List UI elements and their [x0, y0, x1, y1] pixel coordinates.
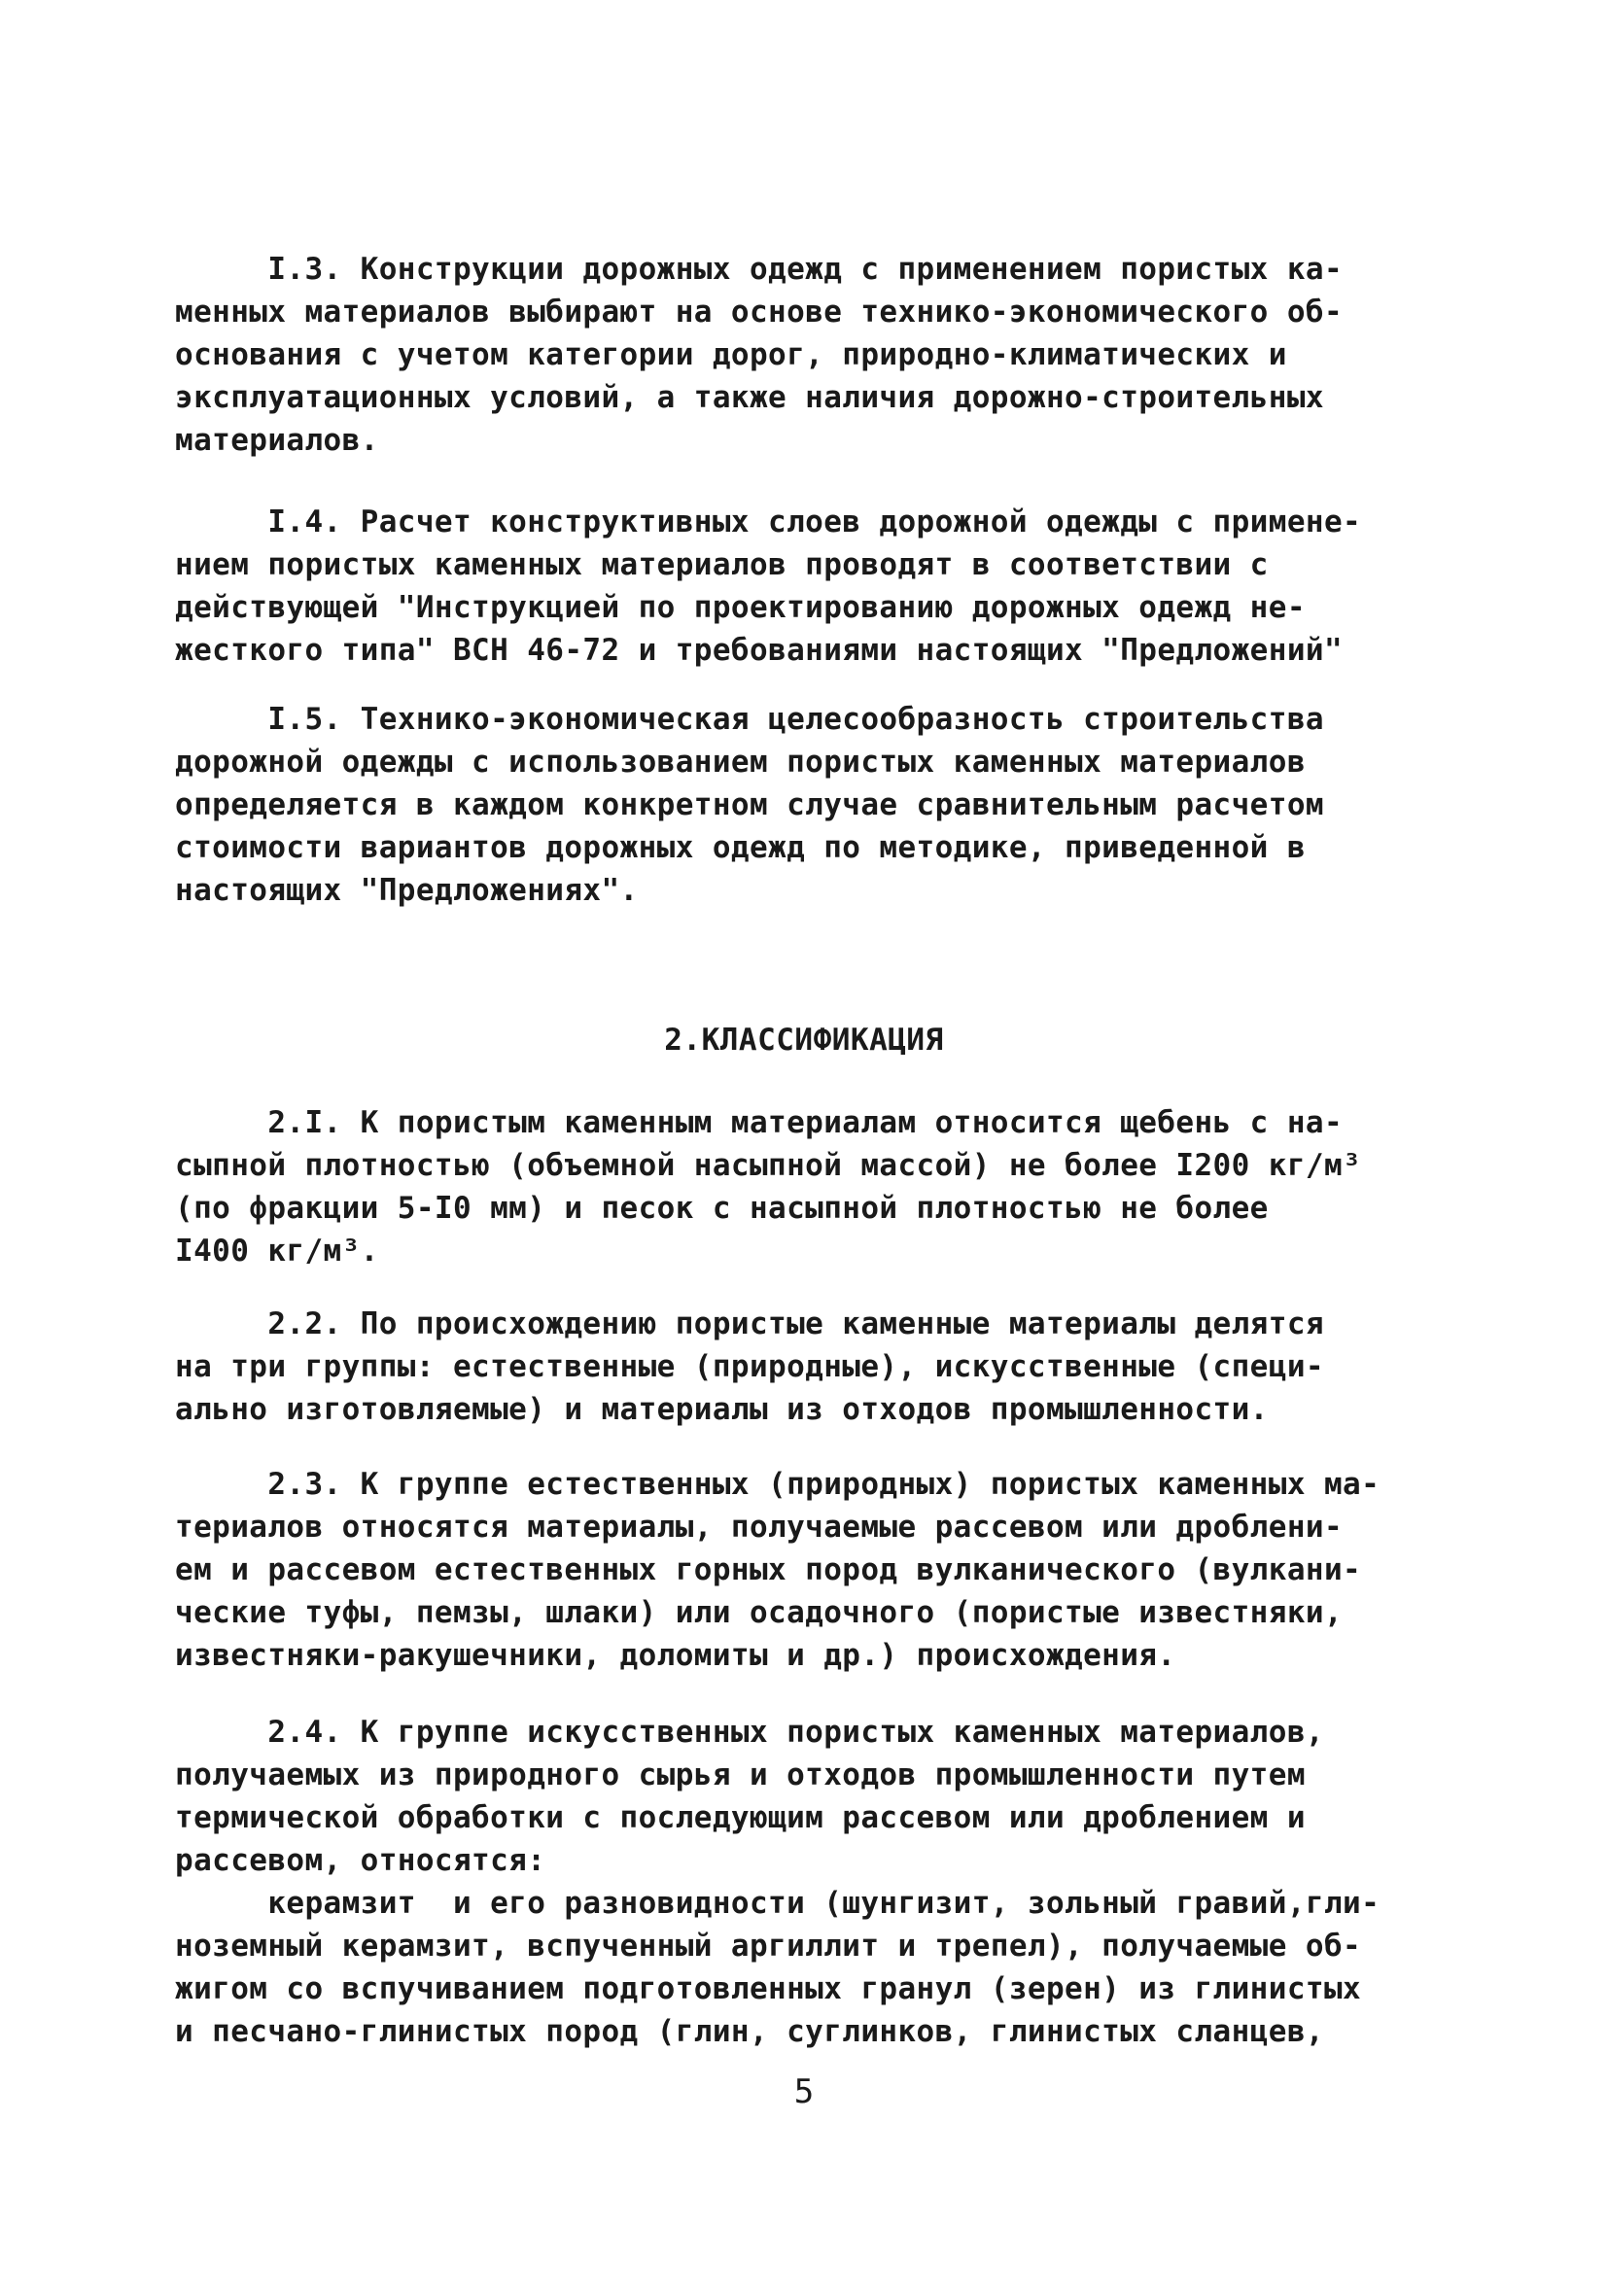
paragraph-2-3: 2.3. К группе естественных (природных) пористых каменных ма- териалов относятся материалы, получаемые рассевом или дроблени- ем и рассевом естественных горных пород вулканического (вулкани- ческие туфы, пемзы, шлаки) или осадочного (пористые известняки, известняки-ракушечники, доломиты и др.) происхождения.: [175, 1467, 1381, 1673]
paragraph-1-4: I.4. Расчет конструктивных слоев дорожной одежды с примене- нием пористых каменных материалов проводят в соответствии с действующей "Инструкцией по проектированию дорожных одежд не- жесткого типа" ВСН 46-72 и требованиями настоящих "Предложений": [175, 504, 1362, 668]
paragraph-2-4: 2.4. К группе искусственных пористых каменных материалов, получаемых из природного сырья и отходов промышленности путем термической обработки с последующим рассевом или дроблением и рассевом, относятся: керамзит и его разновидности (шунгизит, зольный гравий,гли- ноземный керамзит, вспученный аргиллит и трепел), получаемые об- жигом со вспучиванием подготовленных гранул (зерен) из глинистых и песчано-глинистых пород (глин, суглинков, глинистых сланцев,: [175, 1715, 1381, 2049]
section-heading-classification: 2.КЛАССИФИКАЦИЯ: [664, 1023, 944, 1058]
paragraph-2-1: 2.I. К пористым каменным материалам относится щебень с на- сыпной плотностью (объемной насыпной массой) не более I200 кг/м³ (по фракции 5-I0 мм) и песок с насыпной плотностью не более I400 кг/м³.: [175, 1105, 1362, 1269]
paragraph-1-3: I.3. Конструкции дорожных одежд с применением пористых ка- менных материалов выбирают на основе технико-экономического об- основания с учетом категории дорог, природно-климатических и эксплуатационных условий, а также наличия дорожно-строительных материалов.: [175, 252, 1344, 458]
paragraph-2-2: 2.2. По происхождению пористые каменные материалы делятся на три группы: естественные (природные), искусственные (специ- ально изготовляемые) и материалы из отходов промышленности.: [175, 1306, 1324, 1427]
paragraph-1-5: I.5. Технико-экономическая целесообразность строительства дорожной одежды с использованием пористых каменных материалов определяется в каждом конкретном случае сравнительным расчетом стоимости вариантов дорожных одежд по методике, приведенной в настоящих "Предложениях".: [175, 702, 1324, 908]
page-number: 5: [793, 2072, 815, 2111]
